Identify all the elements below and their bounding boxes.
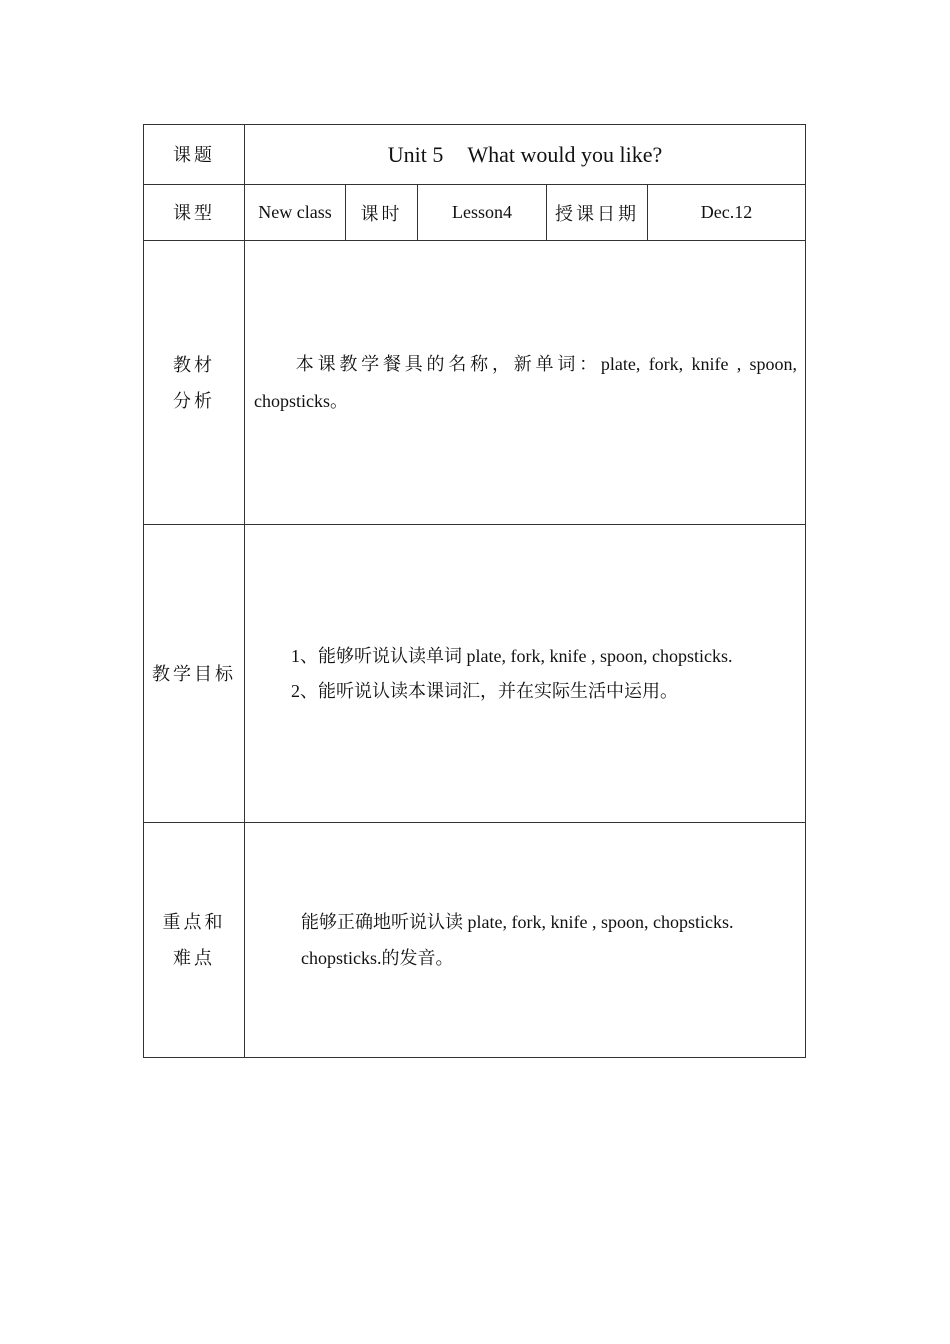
topic-title [245,125,806,185]
key-points-label-line1: 重点和 [162,912,226,932]
date-label: 授课日期 [547,185,648,241]
goal-item: 2、能听说认读本课词汇，并在实际生活中运用。 [291,680,678,701]
period-value: Lesson4 [418,185,547,241]
analysis-content [245,241,806,525]
analysis-label [144,241,245,525]
key-points-content [245,823,806,1058]
goals-label: 教学目标 [144,525,245,823]
goals-content [245,525,806,823]
unit-number: Unit 5 [387,141,444,167]
topic-row [144,125,806,185]
goals-row [144,525,806,823]
meta-row [144,185,806,241]
date-value: Dec.12 [648,185,806,241]
key-points-label [144,823,245,1058]
key-points-line2: chopsticks.的发音。 [301,948,454,968]
key-points-label-line2: 难点 [173,948,215,968]
key-points-line1: 能够正确地听说认读 plate, fork, knife , spoon, chopsticks. [301,912,734,932]
analysis-label-line2: 分析 [173,390,215,411]
key-points-row [144,823,806,1058]
analysis-text: 本课教学餐具的名称，新单词：plate, fork, knife , spoon, chopsticks。 [254,353,798,411]
type-label: 课型 [144,185,245,241]
type-value: New class [245,185,346,241]
lesson-plan-table [143,124,806,1058]
period-label: 课时 [346,185,418,241]
topic-label: 课题 [144,125,245,185]
unit-question: What would you like? [467,141,663,167]
goal-item: 1、能够听说认读单词 plate, fork, knife , spoon, chopsticks. [291,645,733,666]
analysis-row [144,241,806,525]
analysis-label-line1: 教材 [173,354,215,375]
